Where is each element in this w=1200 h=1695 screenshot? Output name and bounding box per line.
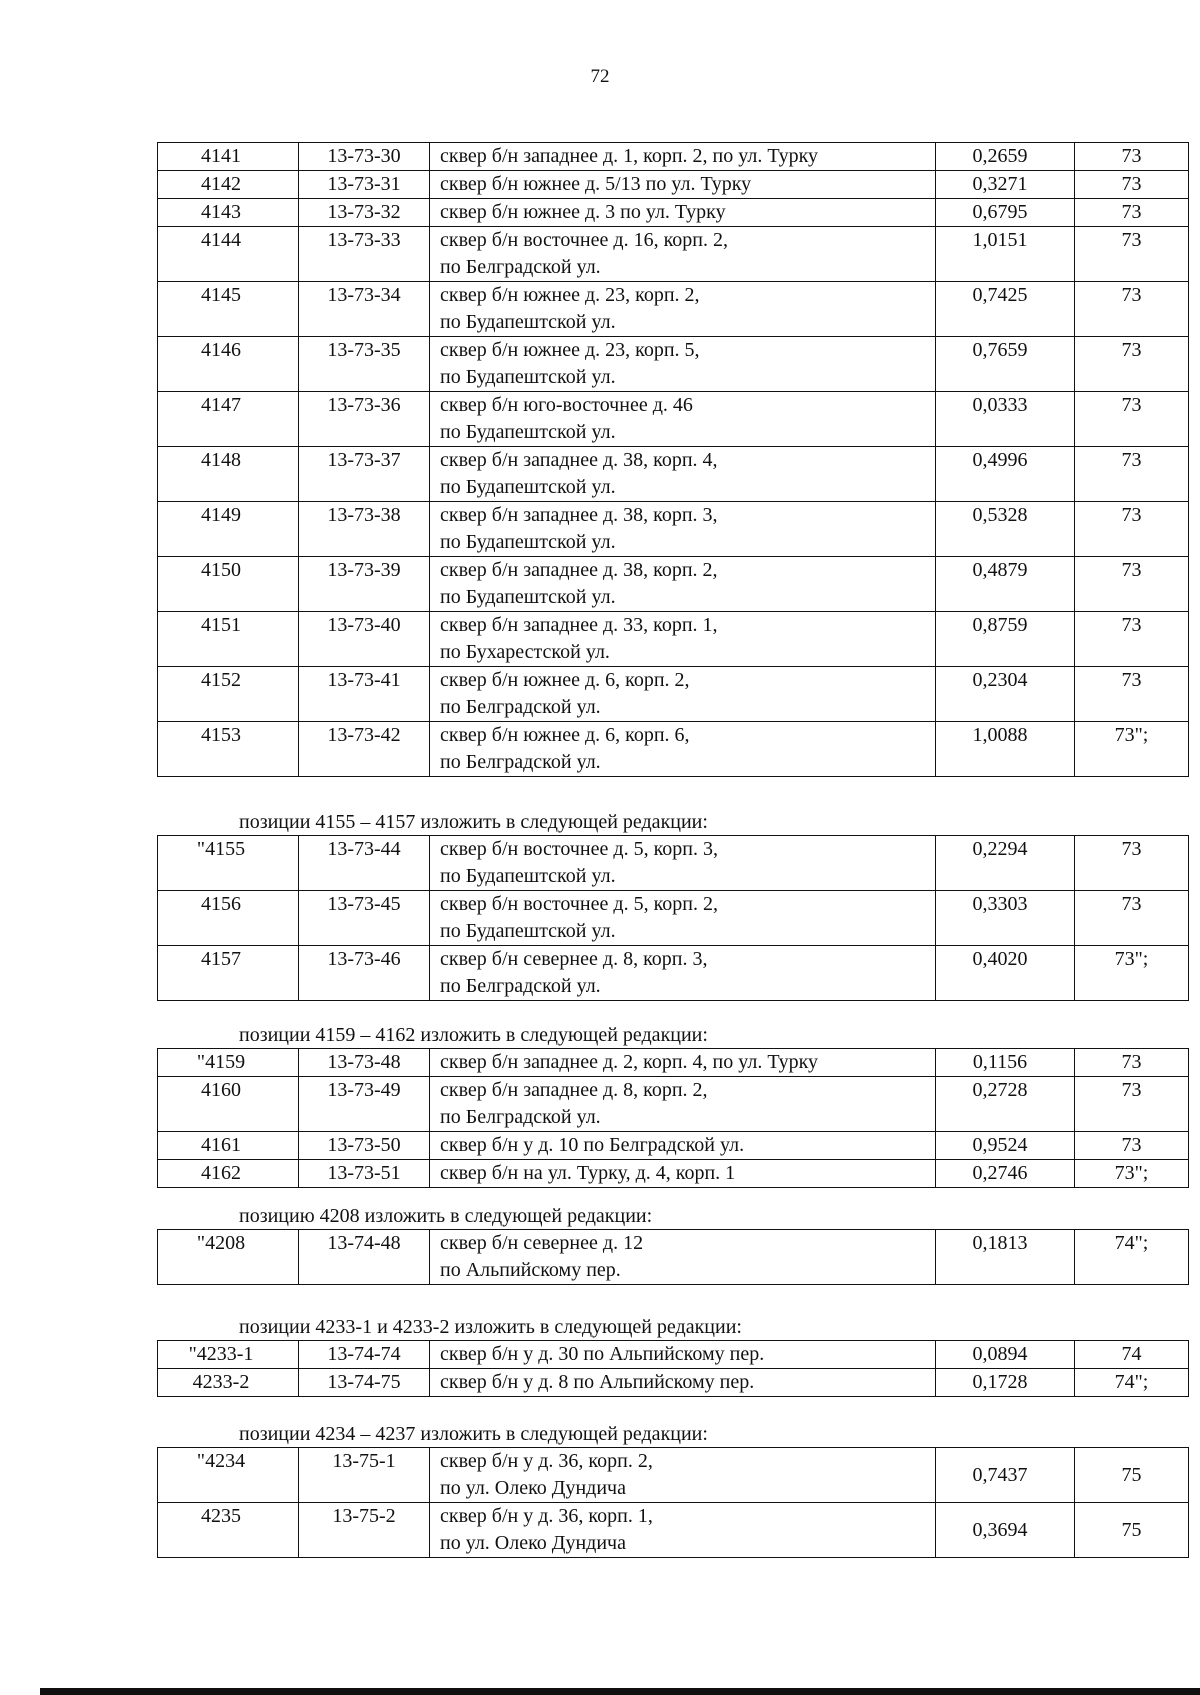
description-cell: [430, 836, 936, 891]
description-line: по Белградской ул.: [440, 256, 601, 278]
description-line: по ул. Олеко Дундича: [440, 1477, 626, 1499]
position-number-cell: "4208: [158, 1230, 299, 1285]
description-cell: [430, 612, 936, 667]
position-number-cell: 4149: [158, 502, 299, 557]
description-line: по Белградской ул.: [440, 1106, 601, 1128]
position-number-cell: 4145: [158, 282, 299, 337]
table-row: [158, 337, 1189, 392]
description-line: сквер б/н южнее д. 6, корп. 2,: [440, 669, 690, 691]
position-number-cell: 4153: [158, 722, 299, 777]
area-cell: 0,2659: [936, 143, 1075, 171]
table-row: [158, 1230, 1189, 1285]
reference-cell: 75: [1075, 1448, 1189, 1503]
table-row: [158, 282, 1189, 337]
description-line: сквер б/н западнее д. 38, корп. 3,: [440, 504, 718, 526]
scan-edge-bar: [40, 1688, 1200, 1695]
description-cell: [430, 502, 936, 557]
description-cell: [430, 891, 936, 946]
position-number-cell: 4233-2: [158, 1369, 299, 1397]
description-line: сквер б/н у д. 10 по Белградской ул.: [440, 1134, 745, 1156]
position-number-cell: 4147: [158, 392, 299, 447]
table-block: [157, 811, 1149, 1001]
description-line: сквер б/н у д. 36, корп. 2,: [440, 1450, 653, 1472]
table-row: [158, 1132, 1189, 1160]
description-cell: [430, 143, 936, 171]
registry-code-cell: 13-73-48: [299, 1049, 430, 1077]
table-row: [158, 722, 1189, 777]
description-cell: [430, 1230, 936, 1285]
registry-code-cell: 13-73-42: [299, 722, 430, 777]
table-row: [158, 836, 1189, 891]
description-cell: [430, 1132, 936, 1160]
table-row: [158, 447, 1189, 502]
description-cell: [430, 1341, 936, 1369]
area-cell: 1,0151: [936, 227, 1075, 282]
section-caption: позиции 4159 – 4162 изложить в следующей редакции:: [239, 1024, 708, 1046]
description-cell: [430, 1160, 936, 1188]
registry-code-cell: 13-73-38: [299, 502, 430, 557]
description-line: сквер б/н южнее д. 5/13 по ул. Турку: [440, 173, 752, 195]
table-row: [158, 1160, 1189, 1188]
reference-cell: 75: [1075, 1503, 1189, 1558]
area-cell: 1,0088: [936, 722, 1075, 777]
description-cell: [430, 282, 936, 337]
area-cell: 0,4020: [936, 946, 1075, 1001]
registry-code-cell: 13-73-51: [299, 1160, 430, 1188]
registry-code-cell: 13-75-1: [299, 1448, 430, 1503]
description-line: по Белградской ул.: [440, 751, 601, 773]
position-number-cell: "4234: [158, 1448, 299, 1503]
registry-code-cell: 13-74-74: [299, 1341, 430, 1369]
description-line: по Будапештской ул.: [440, 421, 616, 443]
reference-cell: 73: [1075, 1077, 1189, 1132]
positions-table: [157, 1229, 1189, 1285]
table-block: [157, 142, 1149, 777]
area-cell: 0,8759: [936, 612, 1075, 667]
area-cell: 0,3694: [936, 1503, 1075, 1558]
description-line: по Будапештской ул.: [440, 531, 616, 553]
area-cell: 0,1728: [936, 1369, 1075, 1397]
description-line: сквер б/н южнее д. 6, корп. 6,: [440, 724, 690, 746]
reference-cell: 73: [1075, 667, 1189, 722]
table-row: [158, 227, 1189, 282]
reference-cell: 73: [1075, 227, 1189, 282]
section-caption: позиции 4234 – 4237 изложить в следующей редакции:: [239, 1423, 708, 1445]
reference-cell: 73: [1075, 612, 1189, 667]
reference-cell: 73: [1075, 891, 1189, 946]
position-number-cell: 4142: [158, 171, 299, 199]
registry-code-cell: 13-73-41: [299, 667, 430, 722]
table-block: [157, 1316, 1149, 1397]
table-row: [158, 171, 1189, 199]
position-number-cell: 4141: [158, 143, 299, 171]
positions-table: [157, 1048, 1189, 1188]
description-line: сквер б/н севернее д. 12: [440, 1232, 644, 1254]
section-caption: позиции 4233-1 и 4233-2 изложить в следующей редакции:: [239, 1316, 742, 1338]
reference-cell: 73: [1075, 1049, 1189, 1077]
description-line: сквер б/н западнее д. 38, корп. 2,: [440, 559, 718, 581]
area-cell: 0,9524: [936, 1132, 1075, 1160]
table-row: [158, 392, 1189, 447]
area-cell: 0,0894: [936, 1341, 1075, 1369]
position-number-cell: "4159: [158, 1049, 299, 1077]
positions-table: [157, 835, 1189, 1001]
area-cell: 0,4879: [936, 557, 1075, 612]
reference-cell: 73";: [1075, 946, 1189, 1001]
description-cell: [430, 722, 936, 777]
registry-code-cell: 13-73-44: [299, 836, 430, 891]
position-number-cell: 4235: [158, 1503, 299, 1558]
reference-cell: 74";: [1075, 1369, 1189, 1397]
description-cell: [430, 392, 936, 447]
registry-code-cell: 13-73-40: [299, 612, 430, 667]
area-cell: 0,1813: [936, 1230, 1075, 1285]
description-line: по Белградской ул.: [440, 975, 601, 997]
reference-cell: 73: [1075, 171, 1189, 199]
position-number-cell: "4233-1: [158, 1341, 299, 1369]
reference-cell: 74: [1075, 1341, 1189, 1369]
page-number: 72: [590, 66, 610, 87]
description-line: сквер б/н на ул. Турку, д. 4, корп. 1: [440, 1162, 736, 1184]
description-line: сквер б/н южнее д. 3 по ул. Турку: [440, 201, 726, 223]
table-block: [157, 1024, 1149, 1188]
table-row: [158, 1049, 1189, 1077]
area-cell: 0,4996: [936, 447, 1075, 502]
position-number-cell: 4151: [158, 612, 299, 667]
positions-table: [157, 142, 1189, 777]
table-row: [158, 612, 1189, 667]
reference-cell: 73: [1075, 557, 1189, 612]
description-cell: [430, 171, 936, 199]
area-cell: 0,7659: [936, 337, 1075, 392]
description-cell: [430, 199, 936, 227]
section-caption: позиции 4155 – 4157 изложить в следующей редакции:: [239, 811, 708, 833]
table-row: [158, 1448, 1189, 1503]
registry-code-cell: 13-73-35: [299, 337, 430, 392]
area-cell: 0,3303: [936, 891, 1075, 946]
description-line: по Альпийскому пер.: [440, 1259, 621, 1281]
description-cell: [430, 946, 936, 1001]
reference-cell: 73: [1075, 447, 1189, 502]
description-line: сквер б/н восточнее д. 5, корп. 2,: [440, 893, 718, 915]
description-line: сквер б/н у д. 8 по Альпийскому пер.: [440, 1371, 755, 1393]
description-line: по Будапештской ул.: [440, 311, 616, 333]
description-cell: [430, 667, 936, 722]
description-line: сквер б/н восточнее д. 5, корп. 3,: [440, 838, 718, 860]
position-number-cell: 4148: [158, 447, 299, 502]
area-cell: 0,2728: [936, 1077, 1075, 1132]
registry-code-cell: 13-74-75: [299, 1369, 430, 1397]
description-line: сквер б/н западнее д. 8, корп. 2,: [440, 1079, 708, 1101]
registry-code-cell: 13-75-2: [299, 1503, 430, 1558]
registry-code-cell: 13-73-36: [299, 392, 430, 447]
table-row: [158, 667, 1189, 722]
registry-code-cell: 13-73-34: [299, 282, 430, 337]
reference-cell: 73: [1075, 1132, 1189, 1160]
registry-code-cell: 13-73-39: [299, 557, 430, 612]
position-number-cell: "4155: [158, 836, 299, 891]
description-line: сквер б/н севернее д. 8, корп. 3,: [440, 948, 708, 970]
description-cell: [430, 1503, 936, 1558]
description-line: по Бухарестской ул.: [440, 641, 610, 663]
positions-table: [157, 1447, 1189, 1558]
table-row: [158, 891, 1189, 946]
description-line: сквер б/н юго-восточнее д. 46: [440, 394, 693, 416]
description-line: по ул. Олеко Дундича: [440, 1532, 626, 1554]
position-number-cell: 4143: [158, 199, 299, 227]
description-line: сквер б/н западнее д. 2, корп. 4, по ул. Турку: [440, 1051, 818, 1073]
area-cell: 0,0333: [936, 392, 1075, 447]
table-block: [157, 1423, 1141, 1558]
description-cell: [430, 1369, 936, 1397]
description-cell: [430, 1077, 936, 1132]
description-cell: [430, 447, 936, 502]
reference-cell: 74";: [1075, 1230, 1189, 1285]
table-row: [158, 946, 1189, 1001]
description-line: по Будапештской ул.: [440, 920, 616, 942]
table-block: [157, 1205, 1149, 1285]
position-number-cell: 4150: [158, 557, 299, 612]
area-cell: 0,2294: [936, 836, 1075, 891]
description-line: сквер б/н южнее д. 23, корп. 2,: [440, 284, 700, 306]
area-cell: 0,2746: [936, 1160, 1075, 1188]
table-row: [158, 143, 1189, 171]
description-line: сквер б/н восточнее д. 16, корп. 2,: [440, 229, 728, 251]
position-number-cell: 4144: [158, 227, 299, 282]
table-row: [158, 1077, 1189, 1132]
area-cell: 0,7425: [936, 282, 1075, 337]
position-number-cell: 4161: [158, 1132, 299, 1160]
description-line: по Белградской ул.: [440, 696, 601, 718]
reference-cell: 73: [1075, 392, 1189, 447]
table-row: [158, 502, 1189, 557]
area-cell: 0,5328: [936, 502, 1075, 557]
table-row: [158, 557, 1189, 612]
reference-cell: 73: [1075, 502, 1189, 557]
registry-code-cell: 13-73-37: [299, 447, 430, 502]
description-line: сквер б/н западнее д. 1, корп. 2, по ул. Турку: [440, 145, 818, 167]
reference-cell: 73: [1075, 337, 1189, 392]
description-line: сквер б/н западнее д. 38, корп. 4,: [440, 449, 718, 471]
description-line: по Будапештской ул.: [440, 366, 616, 388]
registry-code-cell: 13-73-46: [299, 946, 430, 1001]
description-line: по Будапештской ул.: [440, 865, 616, 887]
area-cell: 0,6795: [936, 199, 1075, 227]
description-cell: [430, 1049, 936, 1077]
registry-code-cell: 13-73-30: [299, 143, 430, 171]
description-line: сквер б/н у д. 36, корп. 1,: [440, 1505, 653, 1527]
position-number-cell: 4156: [158, 891, 299, 946]
registry-code-cell: 13-73-50: [299, 1132, 430, 1160]
description-cell: [430, 1448, 936, 1503]
table-row: [158, 1341, 1189, 1369]
description-cell: [430, 227, 936, 282]
description-cell: [430, 557, 936, 612]
registry-code-cell: 13-73-45: [299, 891, 430, 946]
area-cell: 0,1156: [936, 1049, 1075, 1077]
registry-code-cell: 13-73-31: [299, 171, 430, 199]
reference-cell: 73: [1075, 199, 1189, 227]
position-number-cell: 4152: [158, 667, 299, 722]
area-cell: 0,3271: [936, 171, 1075, 199]
positions-table: [157, 1340, 1189, 1397]
description-line: сквер б/н западнее д. 33, корп. 1,: [440, 614, 718, 636]
section-caption: позицию 4208 изложить в следующей редакции:: [239, 1205, 653, 1227]
area-cell: 0,7437: [936, 1448, 1075, 1503]
reference-cell: 73: [1075, 836, 1189, 891]
table-row: [158, 199, 1189, 227]
description-line: сквер б/н у д. 30 по Альпийскому пер.: [440, 1343, 765, 1365]
description-line: по Будапештской ул.: [440, 476, 616, 498]
area-cell: 0,2304: [936, 667, 1075, 722]
reference-cell: 73: [1075, 282, 1189, 337]
registry-code-cell: 13-73-49: [299, 1077, 430, 1132]
position-number-cell: 4146: [158, 337, 299, 392]
table-row: [158, 1503, 1189, 1558]
position-number-cell: 4162: [158, 1160, 299, 1188]
registry-code-cell: 13-73-33: [299, 227, 430, 282]
table-row: [158, 1369, 1189, 1397]
registry-code-cell: 13-74-48: [299, 1230, 430, 1285]
registry-code-cell: 13-73-32: [299, 199, 430, 227]
description-cell: [430, 337, 936, 392]
position-number-cell: 4157: [158, 946, 299, 1001]
reference-cell: 73";: [1075, 722, 1189, 777]
reference-cell: 73: [1075, 143, 1189, 171]
description-line: по Будапештской ул.: [440, 586, 616, 608]
description-line: сквер б/н южнее д. 23, корп. 5,: [440, 339, 700, 361]
position-number-cell: 4160: [158, 1077, 299, 1132]
reference-cell: 73";: [1075, 1160, 1189, 1188]
